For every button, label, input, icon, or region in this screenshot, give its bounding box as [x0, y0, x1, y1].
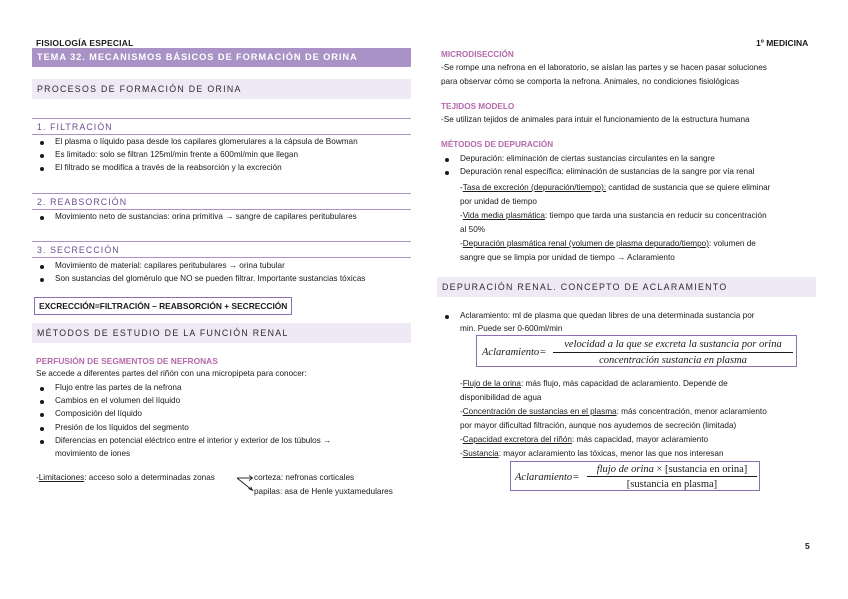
- perfusion-heading: PERFUSIÓN DE SEGMENTOS DE NEFRONAS: [36, 356, 218, 366]
- bullet-icon: [40, 278, 44, 282]
- secrecion-list: [36, 260, 408, 286]
- branch-papilas: papilas: asa de Henle yuxtamedulares: [254, 487, 393, 496]
- bullet-icon: [40, 387, 44, 391]
- flujo-cont: disponibilidad de agua: [460, 393, 542, 402]
- list-item: Presión de los líquidos del segmento: [36, 422, 408, 434]
- page-title: TEMA 32. MECANISMOS BÁSICOS DE FORMACIÓN DE ORINA: [32, 48, 411, 67]
- bullet-icon: [40, 413, 44, 417]
- microdiseccion-text-1: -Se rompe una nefrona en el laboratorio, se aíslan las partes y se hacen pasar soluciones: [441, 63, 767, 72]
- vida-line: -Vida media plasmática: tiempo que tarda una sustancia en reducir su concentración: [460, 211, 767, 220]
- bullet-icon: [40, 440, 44, 444]
- dep-line: -Depuración plasmática renal (volumen de plasma depurado/tiempo): volumen de: [460, 239, 756, 248]
- list-item: Son sustancias del glomérulo que NO se pueden filtrar. Importante sustancias tóxicas: [36, 273, 408, 285]
- list-item-continuation: movimiento de iones: [55, 448, 131, 458]
- bullet-icon: [40, 265, 44, 269]
- sust-line: -Sustancia: mayor aclaramiento las tóxicas, menor las que nos interesan: [460, 449, 724, 458]
- aclaramiento-cont: min. Puede ser 0-600ml/min: [460, 324, 563, 333]
- excrecion-formula: EXCRECCIÓN=FILTRACIÓN – REABSORCIÓN + SECRECCIÓN: [34, 297, 292, 315]
- list-item: Diferencias en potencial eléctrico entre el interior y exterior de los túbulos →: [36, 435, 408, 447]
- list-item: Movimiento neto de sustancias: orina primitiva → sangre de capilares peritubulares: [36, 211, 408, 223]
- list-item: Aclaramiento: ml de plasma que quedan libres de una determinada sustancia por: [441, 310, 813, 322]
- bullet-icon: [445, 315, 449, 319]
- metodos-heading: MÉTODOS DE ESTUDIO DE LA FUNCIÓN RENAL: [32, 323, 411, 343]
- course-header: 1º MEDICINA: [756, 38, 809, 48]
- subject-header: FISIOLOGÍA ESPECIAL: [36, 38, 134, 48]
- list-item: Depuración renal específica: eliminación de sustancias de la sangre por vía renal: [441, 166, 813, 178]
- list-item: Composición del líquido: [36, 408, 408, 420]
- limitaciones-line: -Limitaciones: acceso solo a determinadas zonas: [36, 473, 215, 482]
- list-item: Es limitado: solo se filtran 125ml/min frente a 600ml/min que llegan: [36, 149, 408, 161]
- page-number: 5: [805, 541, 810, 551]
- reabsorcion-heading: 2. REABSORCIÓN: [32, 193, 411, 210]
- perfusion-list: [36, 382, 408, 461]
- conc-cont: por mayor dificultad filtración, aunque nos ayudemos de secreción (limitada): [460, 421, 737, 430]
- conc-line: -Concentración de sustancias en el plasma: más concentración, menor aclaramiento: [460, 407, 767, 416]
- list-item: Movimiento de material: capilares peritubulares → orina tubular: [36, 260, 408, 272]
- perfusion-intro: Se accede a diferentes partes del riñón con una micropipeta para conocer:: [36, 369, 307, 378]
- bullet-icon: [40, 154, 44, 158]
- list-item: Cambios en el volumen del líquido: [36, 395, 408, 407]
- filtracion-list: [36, 136, 408, 176]
- cap-line: -Capacidad excretora del riñón: más capacidad, mayor aclaramiento: [460, 435, 709, 444]
- microdiseccion-text-2: para observar cómo se comporta la nefrona. Animales, no condiciones fisiológicas: [441, 77, 740, 86]
- list-item: El plasma o líquido pasa desde los capilares glomerulares a la cápsula de Bowman: [36, 136, 408, 148]
- flujo-line: -Flujo de la orina: más flujo, más capacidad de aclaramiento. Depende de: [460, 379, 728, 388]
- reabsorcion-list: [36, 211, 408, 224]
- bullet-icon: [445, 158, 449, 162]
- list-item: El filtrado se modifica a través de la reabsorción y la excreción: [36, 162, 408, 174]
- microdiseccion-heading: MICRODISECCIÓN: [441, 50, 514, 59]
- vida-cont: al 50%: [460, 225, 486, 234]
- tasa-cont: por unidad de tiempo: [460, 197, 537, 206]
- depuracion-list: [441, 153, 813, 179]
- secrecion-heading: 3. SECRECCIÓN: [32, 241, 411, 258]
- limitaciones-label: Limitaciones: [38, 473, 85, 482]
- branch-corteza: corteza: nefronas corticales: [254, 473, 355, 482]
- depuracion-methods-heading: MÉTODOS DE DEPURACIÓN: [441, 140, 554, 149]
- bullet-icon: [40, 400, 44, 404]
- list-item: Depuración: eliminación de ciertas sustancias circulantes en la sangre: [441, 153, 813, 165]
- aclaramiento-formula-1: Aclaramiento = velocidad a la que se excreta la sustancia por orina concentración sustancia en plasma: [476, 335, 797, 367]
- list-item: Flujo entre las partes de la nefrona: [36, 382, 408, 394]
- bullet-icon: [40, 167, 44, 171]
- filtracion-heading: 1. FILTRACIÓN: [32, 118, 411, 135]
- dep-cont: sangre que se limpia por unidad de tiempo → Aclaramiento: [460, 253, 675, 262]
- tejidos-heading: TEJIDOS MODELO: [441, 102, 515, 111]
- bullet-icon: [40, 141, 44, 145]
- procesos-heading: PROCESOS DE FORMACIÓN DE ORINA: [32, 79, 411, 99]
- tejidos-text: -Se utilizan tejidos de animales para intuir el funcionamiento de la estructura humana: [441, 115, 750, 124]
- aclaramiento-list: [441, 310, 813, 323]
- bullet-icon: [40, 427, 44, 431]
- bullet-icon: [40, 216, 44, 220]
- bullet-icon: [445, 171, 449, 175]
- branch-arrows-icon: [236, 474, 256, 496]
- tasa-line: -Tasa de excreción (depuración/tiempo): cantidad de sustancia que se quiere eliminar: [460, 183, 771, 192]
- aclaramiento-heading: DEPURACIÓN RENAL. CONCEPTO DE ACLARAMIENTO: [437, 277, 816, 297]
- aclaramiento-formula-2: Aclaramiento = flujo de orina × [sustancia en orina] [sustancia en plasma]: [510, 461, 760, 491]
